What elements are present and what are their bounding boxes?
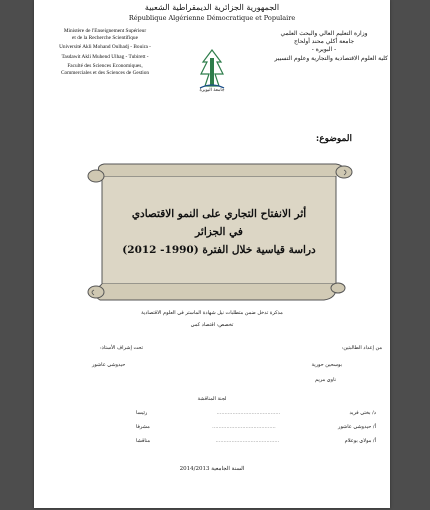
university-logo-icon — [197, 48, 227, 92]
committee-member-role: مناقشا — [136, 438, 151, 444]
thesis-title-line1: أثر الانفتاح التجاري على النمو الاقتصادي — [131, 208, 307, 220]
dots-separator: ........................................ — [212, 424, 276, 430]
students-label: من إعداد الطالبتين: — [341, 345, 382, 351]
header-french-republic: République Algérienne Démocratique et Populaire — [128, 14, 296, 22]
committee-row — [136, 410, 376, 417]
french-line: Commerciales et des Sciences de Gestion — [60, 69, 150, 76]
committee-member-role: رئيسا — [136, 410, 148, 416]
french-line: Tasdawit Akli Muhend Ulhag - Tubirett - — [61, 53, 149, 60]
header-french-block — [38, 28, 172, 77]
dots-separator: ........................................ — [215, 438, 280, 444]
committee-member-name: د/ بختي فريد — [349, 410, 376, 416]
committee-row — [136, 424, 376, 431]
student-name: ناوي مريم — [315, 377, 336, 383]
academic-year: السنة الجامعية 2014/2013 — [179, 466, 245, 472]
arabic-line: - البويرة - — [311, 46, 337, 54]
french-line: Faculté des Sciences Economiques, — [67, 63, 143, 70]
arabic-line: كلية العلوم الاقتصادية والتجارية وعلوم التسيير — [274, 54, 388, 62]
memo-line: مذكرة تدخل ضمن متطلبات نيل شهادة الماستر في العلوم الاقتصادية — [141, 310, 283, 316]
french-line: Ministère de l'Enseignement Supérieur — [63, 28, 147, 34]
committee-title: لجنة المناقشة — [197, 396, 227, 402]
supervisor-name: حيدوشي عاشور — [92, 362, 126, 368]
student-name: بوسحين حورية — [311, 362, 342, 368]
dots-separator: ........................................ — [216, 410, 281, 416]
committee-member-role: مشرفا — [136, 424, 150, 430]
arabic-line: وزارة التعليم العالي والبحث العلمي — [280, 30, 368, 37]
subject-label: الموضوع: — [315, 134, 352, 144]
specialty-line: تخصص: اقتصاد كمي — [190, 322, 234, 328]
thesis-title-line2: في الجزائر — [195, 226, 243, 238]
committee-row — [136, 438, 376, 445]
supervisor-label: تحت إشراف الأستاذ: — [100, 345, 143, 351]
header-arabic-block — [260, 30, 388, 63]
arabic-line: جامعة أكلي محند أولحاج — [293, 38, 355, 46]
committee-member-name: أ/ حيدوشي عاشور — [338, 424, 376, 430]
committee-member-name: أ/ مولاي بوعلام — [344, 438, 376, 444]
logo-caption: جامعة البويرة — [199, 88, 225, 93]
french-line: et de la Recherche Scientifique — [72, 34, 138, 41]
document-page — [34, 0, 390, 508]
french-line: Université Akli Mohand Oulhadj - Bouira - — [59, 44, 151, 51]
thesis-title-line3: دراسة قياسية خلال الفترة (1990- 2012) — [122, 244, 316, 256]
header-arabic-republic: الجمهورية الجزائرية الديمقراطية الشعبية — [144, 3, 280, 12]
